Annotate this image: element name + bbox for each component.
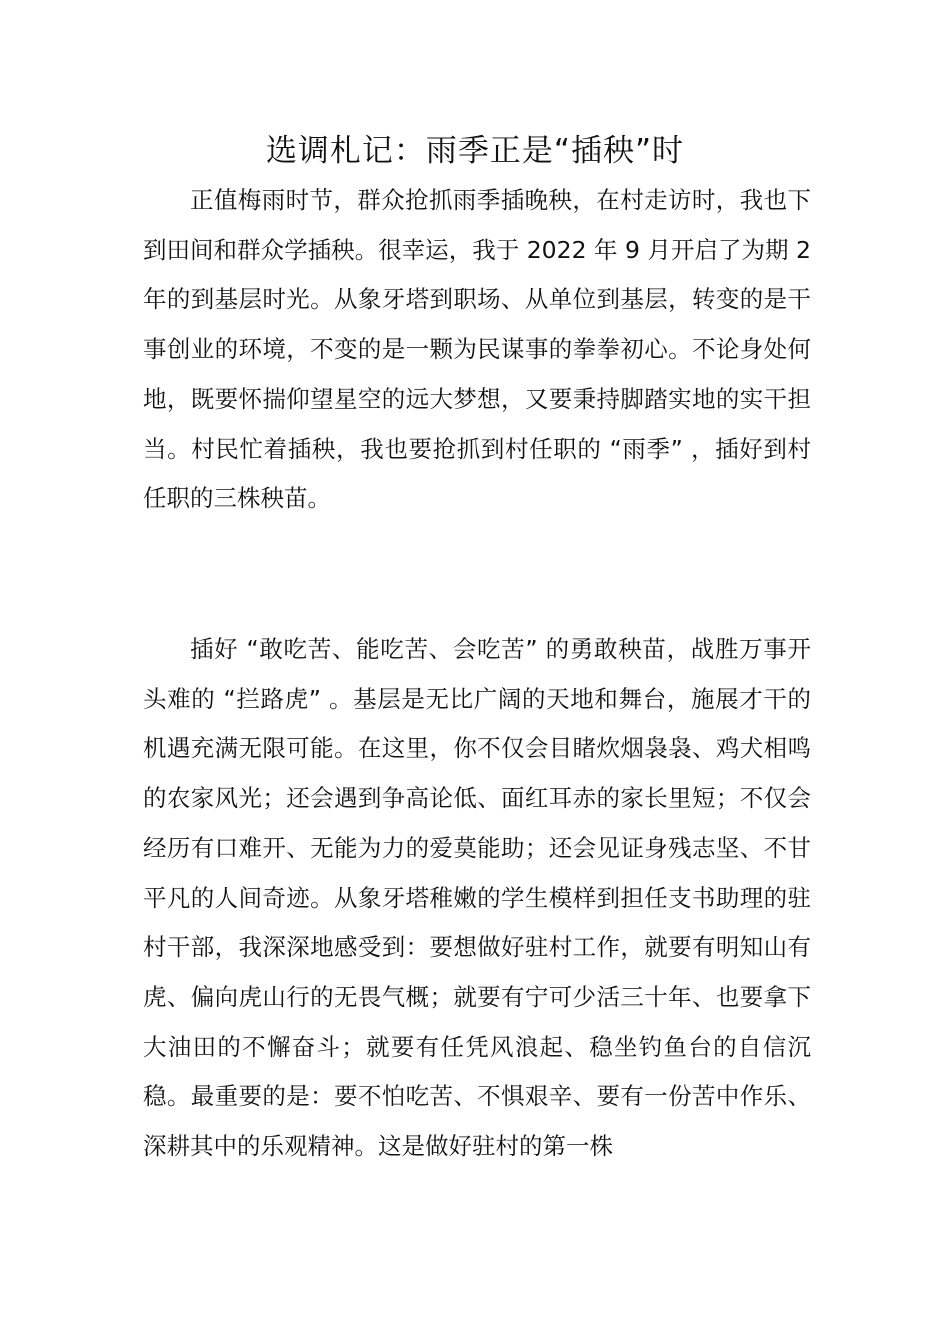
paragraph-1: 正值梅雨时节，群众抢抓雨季插晚秧，在村走访时，我也下到田间和群众学插秧。很幸运，我于 2022 年 9 月开启了为期 2 年的到基层时光。从象牙塔到职场、从单位到基层，转变的是干事创业的环境，不变的是一颗为民谋事的拳拳初心。不论身处何地，既要怀揣仰望星空的远大梦想，又要秉持脚踏实地的实干担当。村民忙着插秧，我也要抢抓到村任职的 “雨季” ，插好到村任职的三株秧苗。 [143, 186, 811, 513]
paragraph-2: 插好 “敢吃苦、能吃苦、会吃苦” 的勇敢秧苗，战胜万事开头难的 “拦路虎” 。基层是无比广阔的天地和舞台，施展才干的机遇充满无限可能。在这里，你不仅会目睹炊烟袅袅、鸡犬相鸣的农家风光；还会遇到争高论低、面红耳赤的家长里短；不仅会经历有口难开、无能为力的爱莫能助；还会见证身残志坚、不甘平凡的人间奇迹。从象牙塔稚嫩的学生模样到担任支书助理的驻村干部，我深深地感受到：要想做好驻村工作，就要有明知山有虎、偏向虎山行的无畏气概；就要有宁可少活三十年、也要拿下大油田的不懈奋斗；就要有任凭风浪起、稳坐钓鱼台的自信沉稳。最重要的是：要不怕吃苦、不惧艰辛、要有一份苦中作乐、深耕其中的乐观精神。这是做好驻村的第一株 [143, 635, 811, 1161]
document-title: 选调札记：雨季正是“插秧”时 [265, 133, 685, 169]
